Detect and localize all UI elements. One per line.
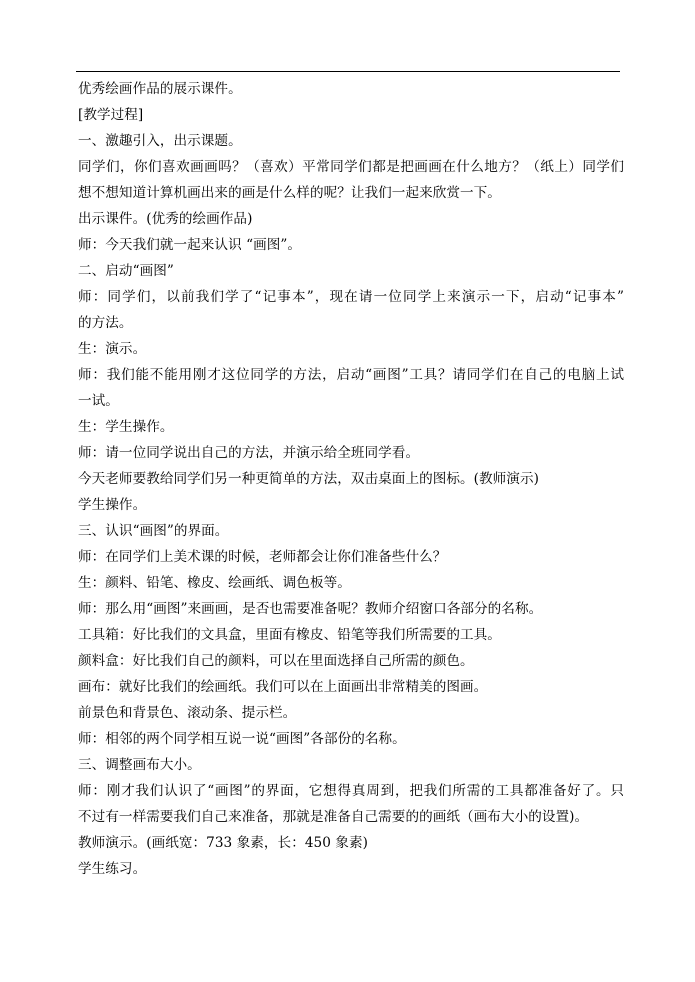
lesson-body bbox=[78, 76, 624, 882]
text-line: 师：相邻的两个同学相互说一说“画图”各部份的名称。 bbox=[78, 731, 406, 747]
text-line: 工具箱：好比我们的文具盒，里面有橡皮、铅笔等我们所需要的工具。 bbox=[78, 627, 501, 643]
text-line: 三、认识“画图”的界面。 bbox=[78, 523, 229, 539]
text-line: 生：颜料、铅笔、橡皮、绘画纸、调色板等。 bbox=[78, 575, 351, 591]
text-line: 生：学生操作。 bbox=[78, 419, 174, 435]
text-line: 不过有一样需要我们自己来准备，那就是准备自己需要的的画纸（画布大小的设置)。 bbox=[78, 809, 589, 825]
text-line: 画布：就好比我们的绘画纸。我们可以在上面画出非常精美的图画。 bbox=[78, 679, 488, 695]
text-line: 师：那么用“画图”来画画，是否也需要准备呢？教师介绍窗口各部分的名称。 bbox=[78, 601, 543, 617]
text-line: 师：我们能不能用刚才这位同学的方法，启动“画图”工具？请同学们在自己的电脑上试 bbox=[78, 367, 624, 383]
text-line: 一试。 bbox=[78, 393, 119, 409]
text-line: 生：演示。 bbox=[78, 341, 147, 357]
text-line: 想不想知道计算机画出来的画是什么样的呢？让我们一起来欣赏一下。 bbox=[78, 185, 501, 201]
header-rule bbox=[76, 71, 620, 72]
text-line: 三、调整画布大小。 bbox=[78, 757, 201, 773]
text-line: 师：在同学们上美术课的时候，老师都会让你们准备些什么？ bbox=[78, 549, 447, 565]
text-line: 二、启动“画图” bbox=[78, 263, 174, 279]
text-line: 同学们，你们喜欢画画吗？（喜欢）平常同学们都是把画画在什么地方？（纸上）同学们 bbox=[78, 159, 624, 175]
text-line: 出示课件。(优秀的绘画作品) bbox=[78, 211, 253, 227]
text-line: 师：今天我们就一起来认识 “画图”。 bbox=[78, 237, 302, 253]
text-line: 前景色和背景色、滚动条、提示栏。 bbox=[78, 705, 297, 721]
text-line: 的方法。 bbox=[78, 315, 133, 331]
text-line: 师：同学们，以前我们学了“记事本”，现在请一位同学上来演示一下，启动“记事本” bbox=[78, 289, 624, 305]
text-line: 颜料盒：好比我们自己的颜料，可以在里面选择自己所需的颜色。 bbox=[78, 653, 474, 669]
text-line: 师：请一位同学说出自己的方法，并演示给全班同学看。 bbox=[78, 445, 420, 461]
text-line: 学生练习。 bbox=[78, 861, 147, 877]
text-line: 学生操作。 bbox=[78, 497, 147, 513]
text-line: 教师演示。(画纸宽：733 象素，长：450 象素) bbox=[78, 835, 368, 851]
text-line: 一、激趣引入，出示课题。 bbox=[78, 133, 242, 149]
text-line: 优秀绘画作品的展示课件。 bbox=[78, 81, 242, 97]
text-line: 今天老师要教给同学们另一种更简单的方法，双击桌面上的图标。(教师演示) bbox=[78, 471, 539, 487]
text-line: [教学过程] bbox=[78, 107, 144, 123]
text-line: 师：刚才我们认识了“画图”的界面，它想得真周到，把我们所需的工具都准备好了。只 bbox=[78, 783, 624, 799]
